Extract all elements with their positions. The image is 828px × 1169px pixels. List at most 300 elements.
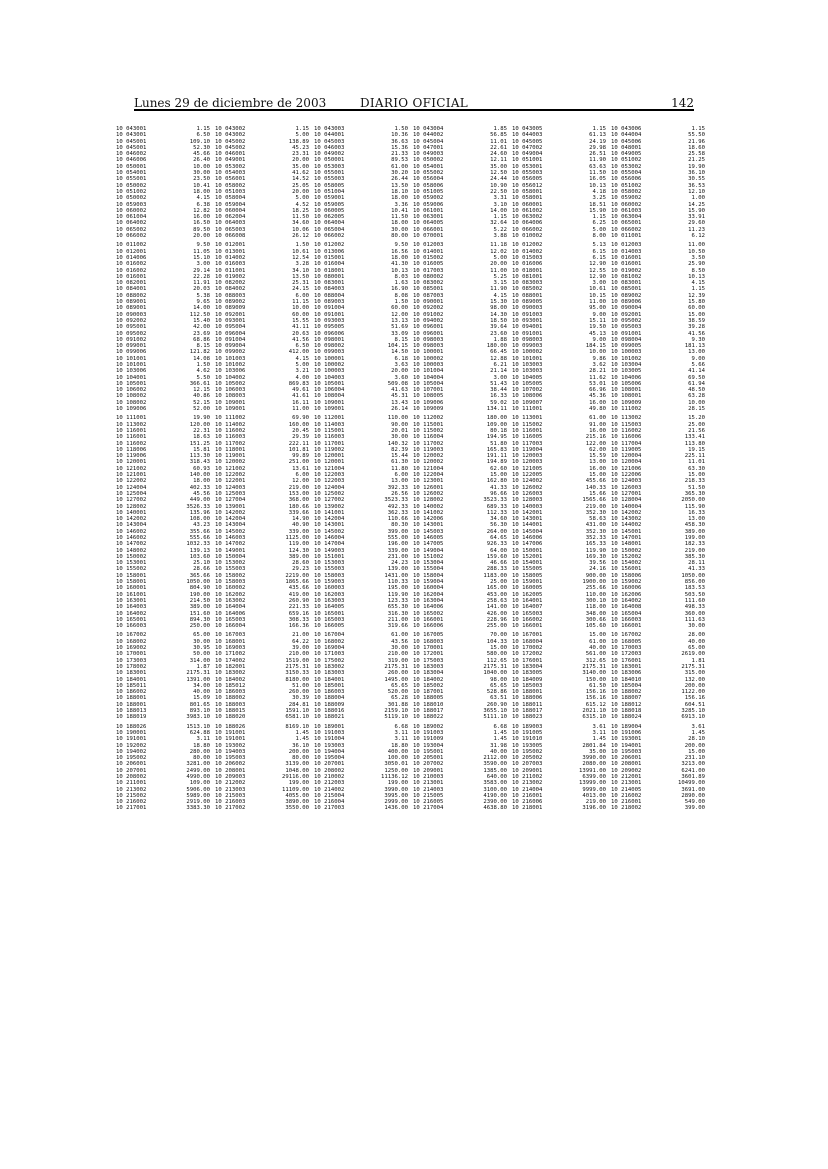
tariff-value: 38.44 (490, 387, 507, 394)
tariff-value: 36.10 (688, 170, 705, 177)
tariff-value: 61.94 (688, 380, 705, 387)
tariff-code: 10 083002 (413, 280, 444, 287)
tariff-value: 19.15 (688, 446, 705, 453)
tariff-code: 10 139002 (314, 503, 345, 510)
tariff-code: 10 122003 (314, 472, 345, 479)
tariff-code: 10 108006 (512, 393, 543, 400)
tariff-value: 165.00 (486, 585, 507, 592)
tariff-code: 10 188022 (413, 714, 444, 721)
tariff-value: 18.25 (292, 207, 309, 214)
tariff-value: 13999.00 (579, 780, 606, 787)
tariff-value: 6.00 (295, 472, 309, 479)
tariff-value: 165.33 (585, 541, 606, 548)
tariff-code: 10 175002 (314, 657, 345, 664)
table-row (413, 805, 511, 811)
tariff-code: 10 043006 (611, 126, 642, 132)
tariff-code: 10 146006 (512, 535, 543, 541)
tariff-code: 10 058002 (215, 182, 246, 189)
tariff-value: 49.80 (589, 406, 606, 413)
tariff-value: 1122.00 (681, 689, 705, 696)
tariff-value: 5906.00 (186, 786, 210, 793)
tariff-value: 24.15 (292, 286, 309, 293)
tariff-code: 10 126002 (413, 490, 444, 497)
tariff-code: 10 125004 (116, 490, 147, 497)
tariff-value: 140.33 (585, 484, 606, 491)
tariff-code: 10 117002 (215, 440, 246, 447)
tariff-code: 10 017003 (413, 267, 444, 274)
tariff-value: 51.80 (490, 440, 507, 447)
tariff-value: 199.00 (684, 535, 705, 541)
tariff-value: 222.11 (288, 440, 309, 447)
tariff-code: 10 056004 (413, 176, 444, 183)
tariff-code: 10 018001 (314, 267, 345, 274)
tariff-value: 30.55 (688, 176, 705, 183)
tariff-code: 10 128002 (116, 503, 147, 510)
tariff-value: 51.69 (391, 324, 408, 331)
tariff-value: 210.00 (288, 651, 309, 658)
tariff-value: 63.28 (688, 393, 705, 400)
tariff-value: 10.50 (688, 248, 705, 255)
tariff-value: 63.30 (688, 465, 705, 472)
tariff-code: 10 146002 (116, 528, 147, 535)
tariff-code: 10 168002 (116, 638, 147, 645)
tariff-value: 580.00 (486, 651, 507, 658)
tariff-code: 10 089002 (611, 292, 642, 299)
tariff-value: 11.01 (688, 459, 705, 466)
tariff-code: 10 096001 (413, 330, 444, 337)
tariff-value: 156.16 (585, 695, 606, 702)
tariff-code: 10 193001 (611, 736, 642, 743)
tariff-value: 24.19 (589, 138, 606, 145)
tariff-code: 10 120001 (314, 459, 345, 466)
tariff-code: 10 093001 (215, 317, 246, 324)
tariff-code: 10 144001 (512, 522, 543, 529)
tariff-code: 10 016002 (116, 261, 147, 268)
tariff-value: 12.15 (193, 387, 210, 394)
tariff-value: 60.93 (193, 465, 210, 472)
tariff-code: 10 119003 (413, 446, 444, 453)
tariff-code: 10 127004 (215, 497, 246, 504)
tariff-value: 509.08 (387, 380, 408, 387)
tariff-code: 10 104006 (611, 374, 642, 381)
tariff-code: 10 117002 (413, 440, 444, 447)
tariff-code: 10 144002 (611, 522, 642, 529)
tariff-value: 3.11 (394, 729, 408, 736)
tariff-value: 41.61 (292, 393, 309, 400)
tariff-code: 10 083001 (611, 280, 642, 287)
tariff-value: 25.00 (688, 421, 705, 428)
tariff-code: 10 126003 (512, 490, 543, 497)
tariff-value: 11.15 (292, 299, 309, 306)
tariff-value: 98.00 (490, 305, 507, 312)
tariff-code: 10 014002 (512, 248, 543, 255)
tariff-value: 20.00 (391, 368, 408, 375)
tariff-code: 10 043002 (215, 132, 246, 139)
tariff-value: 11.90 (589, 157, 606, 164)
tariff-value: 11.50 (589, 170, 606, 177)
tariff-code: 10 206001 (611, 755, 642, 762)
tariff-value: 3691.00 (681, 786, 705, 793)
tariff-code: 10 051002 (611, 182, 642, 189)
tariff-code: 10 159001 (512, 579, 543, 586)
tariff-value: 8.15 (196, 343, 210, 350)
tariff-code: 10 104005 (512, 374, 543, 381)
tariff-code: 10 109006 (116, 406, 147, 413)
tariff-code: 10 216006 (512, 799, 543, 806)
tariff-value: 319.00 (387, 657, 408, 664)
tariff-value: 20.00 (490, 261, 507, 268)
tariff-code: 10 081001 (512, 273, 543, 280)
tariff-value: 123.33 (387, 597, 408, 604)
tariff-value: 181.13 (684, 343, 705, 350)
table-row (512, 623, 610, 629)
tariff-code: 10 095004 (215, 324, 246, 331)
tariff-code: 10 122003 (314, 478, 345, 485)
tariff-value: 1.15 (295, 126, 309, 132)
tariff-code: 10 217004 (413, 805, 444, 812)
tariff-value: 9.00 (592, 336, 606, 343)
tariff-code: 10 208001 (611, 761, 642, 768)
tariff-code: 10 084001 (116, 286, 147, 293)
tariff-code: 10 013006 (314, 248, 345, 255)
tariff-value: 11.18 (490, 242, 507, 249)
tariff-code: 10 050002 (116, 182, 147, 189)
tariff-code: 10 121005 (512, 465, 543, 472)
tariff-code: 10 168004 (512, 638, 543, 645)
tariff-code: 10 059001 (314, 195, 345, 202)
tariff-code: 10 166005 (314, 623, 345, 630)
tariff-code: 10 089003 (314, 299, 345, 306)
tariff-value: 11.23 (688, 226, 705, 233)
tariff-code: 10 147006 (512, 541, 543, 548)
tariff-value: 3.88 (493, 233, 507, 240)
tariff-code: 10 141002 (413, 509, 444, 516)
tariff-value: 180.00 (486, 415, 507, 422)
tariff-value: 348.00 (585, 610, 606, 617)
tariff-value: 56.30 (490, 522, 507, 529)
tariff-code: 10 210003 (413, 773, 444, 780)
tariff-code: 10 148002 (116, 547, 147, 554)
tariff-value: 3.00 (592, 280, 606, 287)
tariff-code: 10 019002 (215, 273, 246, 280)
tariff-code: 10 170001 (116, 651, 147, 658)
tariff-value: 36.10 (292, 742, 309, 749)
tariff-code: 10 153002 (215, 560, 246, 567)
tariff-value: 42.00 (193, 324, 210, 331)
tariff-code: 10 183002 (314, 663, 345, 670)
tariff-value: 3983.10 (186, 714, 210, 721)
tariff-value: 1.15 (691, 126, 705, 132)
tariff-value: 3583.00 (483, 780, 507, 787)
tariff-code: 10 152002 (611, 553, 642, 560)
tariff-code: 10 155003 (314, 566, 345, 573)
tariff-value: 219.00 (288, 484, 309, 491)
tariff-code: 10 185011 (116, 682, 147, 689)
tariff-value: 26.44 (391, 176, 408, 183)
tariff-value: 80.00 (292, 755, 309, 762)
tariff-value: 29.60 (688, 220, 705, 227)
tariff-value: 8180.00 (285, 676, 309, 683)
tariff-value: 1.50 (394, 299, 408, 306)
tariff-value: 104.15 (387, 343, 408, 350)
tariff-code: 10 091001 (314, 311, 345, 318)
tariff-value: 231.10 (684, 755, 705, 762)
tariff-code: 10 085002 (512, 286, 543, 293)
tariff-value: 104.33 (486, 638, 507, 645)
tariff-code: 10 015003 (512, 254, 543, 261)
tariff-code: 10 122002 (215, 472, 246, 479)
tariff-code: 10 103003 (512, 361, 543, 368)
tariff-value: 89.53 (391, 157, 408, 164)
tariff-code: 10 055003 (314, 176, 345, 183)
tariff-value: 893.10 (189, 708, 210, 715)
tariff-code: 10 195003 (215, 755, 246, 762)
tariff-code: 10 122006 (611, 472, 642, 479)
tariff-code: 10 122005 (512, 472, 543, 479)
tariff-code: 10 187001 (413, 689, 444, 696)
tariff-code: 10 091001 (512, 330, 543, 337)
tariff-code: 10 099003 (314, 349, 345, 356)
tariff-value: 118.00 (585, 604, 606, 611)
tariff-code: 10 043004 (413, 126, 444, 132)
tariff-code: 10 147002 (116, 541, 147, 548)
tariff-code: 10 100002 (413, 355, 444, 362)
tariff-code: 10 064006 (512, 220, 543, 227)
tariff-code: 10 108005 (413, 393, 444, 400)
tariff-value: 3.61 (592, 723, 606, 730)
tariff-value: 69.90 (292, 415, 309, 422)
tariff-value: 6315.10 (582, 714, 606, 721)
tariff-code: 10 092001 (611, 311, 642, 318)
tariff-code: 10 123001 (413, 478, 444, 485)
tariff-value: 11.00 (292, 406, 309, 413)
tariff-code: 10 054001 (413, 163, 444, 170)
tariff-value: 16.33 (688, 509, 705, 516)
tariff-code: 10 119005 (611, 446, 642, 453)
tariff-value: 1.50 (394, 126, 408, 132)
tariff-code: 10 048001 (611, 144, 642, 151)
tariff-value: 30.00 (391, 645, 408, 652)
tariff-code: 10 218001 (512, 805, 543, 812)
tariff-value: 389.00 (288, 553, 309, 560)
tariff-value: 182.33 (684, 541, 705, 548)
tariff-code: 10 044004 (611, 132, 642, 139)
tariff-value: 6241.00 (681, 767, 705, 774)
tariff-code: 10 109007 (512, 399, 543, 406)
tariff-code: 10 188003 (215, 701, 246, 708)
tariff-value: 20.45 (292, 427, 309, 434)
tariff-code: 10 101001 (116, 355, 147, 362)
tariff-value: 5119.10 (384, 714, 408, 721)
tariff-value: 5.00 (295, 132, 309, 139)
tariff-code: 10 089009 (215, 305, 246, 312)
tariff-code: 10 143002 (611, 516, 642, 523)
tariff-value: 122.00 (585, 440, 606, 447)
tariff-value: 109.10 (189, 138, 210, 145)
tariff-value: 151.25 (189, 440, 210, 447)
tariff-code: 10 108003 (215, 393, 246, 400)
tariff-code: 10 191006 (611, 729, 642, 736)
tariff-value: 30.00 (391, 226, 408, 233)
tariff-code: 10 127002 (314, 497, 345, 504)
tariff-value: 22.61 (490, 144, 507, 151)
tariff-value: 14.25 (688, 201, 705, 208)
tariff-code: 10 117004 (611, 440, 642, 447)
tariff-value: 18.00 (391, 254, 408, 261)
tariff-code: 10 121001 (116, 472, 147, 479)
tariff-code: 10 122001 (215, 478, 246, 485)
tariff-value: 5111.10 (483, 714, 507, 721)
tariff-code: 10 105001 (314, 380, 345, 387)
tariff-value: 33.09 (391, 330, 408, 337)
tariff-value: 3526.33 (186, 503, 210, 510)
tariff-value: 9999.00 (582, 786, 606, 793)
tariff-code: 10 160002 (215, 585, 246, 592)
tariff-code: 10 109001 (215, 406, 246, 413)
tariff-value: 41.30 (391, 261, 408, 268)
tariff-value: 6.50 (196, 132, 210, 139)
tariff-code: 10 100003 (413, 361, 444, 368)
tariff-value: 10.00 (589, 349, 606, 356)
tariff-code: 10 105005 (512, 380, 543, 387)
tariff-value: 18.60 (688, 144, 705, 151)
tariff-code: 10 043005 (512, 126, 543, 132)
tariff-value: 65.65 (391, 682, 408, 689)
tariff-value: 20.63 (292, 330, 309, 337)
tariff-code: 10 166006 (413, 623, 444, 630)
tariff-value: 124.30 (288, 547, 309, 554)
tariff-code: 10 122004 (413, 472, 444, 479)
tariff-code: 10 150004 (215, 553, 246, 560)
tariff-code: 10 153004 (413, 560, 444, 567)
tariff-value: 2499.00 (186, 767, 210, 774)
tariff-code: 10 016001 (611, 254, 642, 261)
tariff-code: 10 188002 (611, 689, 642, 696)
tariff-code: 10 155005 (512, 566, 543, 573)
tariff-code: 10 162002 (215, 591, 246, 598)
tariff-value: 138.89 (288, 138, 309, 145)
tariff-code: 10 159002 (611, 579, 642, 586)
tariff-code: 10 054003 (215, 170, 246, 177)
tariff-value: 162.80 (486, 478, 507, 485)
tariff-value: 119.90 (585, 547, 606, 554)
tariff-code: 10 108004 (314, 393, 345, 400)
tariff-value: 24.60 (490, 151, 507, 158)
tariff-code: 10 207003 (512, 761, 543, 768)
tariff-code: 10 114003 (314, 421, 345, 428)
tariff-code: 10 099001 (116, 343, 147, 350)
tariff-code: 10 014006 (116, 254, 147, 261)
tariff-value: 368.00 (288, 497, 309, 504)
tariff-value: 426.00 (486, 610, 507, 617)
tariff-value: 10.00 (193, 163, 210, 170)
tariff-code: 10 214003 (413, 786, 444, 793)
tariff-code: 10 116003 (215, 434, 246, 441)
tariff-code: 10 194001 (611, 742, 642, 749)
tariff-value: 3890.00 (285, 799, 309, 806)
tariff-value: 5989.00 (186, 792, 210, 799)
tariff-code: 10 060002 (116, 207, 147, 214)
table-row (116, 623, 214, 629)
tariff-code: 10 114002 (215, 421, 246, 428)
tariff-code: 10 171003 (314, 651, 345, 658)
tariff-value: 41.62 (292, 170, 309, 177)
tariff-code: 10 053003 (314, 163, 345, 170)
tariff-value: 435.66 (288, 585, 309, 592)
tariff-code: 10 188026 (215, 723, 246, 730)
tariff-value: 251.00 (288, 459, 309, 466)
tariff-code: 10 127001 (611, 490, 642, 497)
tariff-code: 10 217003 (314, 805, 345, 812)
tariff-code: 10 163002 (215, 597, 246, 604)
tariff-value: 6.21 (493, 361, 507, 368)
tariff-code: 10 116001 (512, 427, 543, 434)
tariff-code: 10 147001 (611, 535, 642, 541)
tariff-code: 10 191001 (215, 729, 246, 736)
tariff-value: 25.10 (193, 560, 210, 567)
table-row (512, 233, 610, 239)
tariff-code: 10 191003 (314, 729, 345, 736)
tariff-value: 2175.31 (384, 663, 408, 670)
tariff-code: 10 016004 (314, 261, 345, 268)
tariff-code: 10 066001 (413, 226, 444, 233)
tariff-code: 10 096001 (413, 324, 444, 331)
tariff-code: 10 188026 (116, 723, 147, 730)
tariff-code: 10 191010 (512, 736, 543, 743)
tariff-code: 10 099003 (512, 343, 543, 350)
tariff-value: 169.30 (585, 553, 606, 560)
tariff-value: 16.00 (589, 465, 606, 472)
tariff-value: 13.50 (292, 273, 309, 280)
tariff-code: 10 191004 (314, 736, 345, 743)
tariff-value: 43.56 (391, 638, 408, 645)
tariff-code: 10 106003 (215, 387, 246, 394)
tariff-value: 113.30 (189, 453, 210, 460)
tariff-code: 10 124002 (512, 478, 543, 485)
tariff-code: 10 090003 (512, 305, 543, 312)
header-title: DIARIO OFICIAL (359, 96, 469, 110)
tariff-value: 34.60 (292, 220, 309, 227)
tariff-value: 228.96 (486, 616, 507, 623)
tariff-value: 4638.80 (483, 805, 507, 812)
tariff-value: 11.00 (490, 267, 507, 274)
tariff-value: 16.50 (193, 220, 210, 227)
tariff-value: 25.31 (292, 280, 309, 287)
tariff-value: 82.39 (391, 446, 408, 453)
tariff-value: 555.66 (189, 535, 210, 541)
tariff-value: 36.53 (688, 182, 705, 189)
tariff-code: 10 213003 (215, 786, 246, 793)
tariff-value: 29116.00 (282, 773, 309, 780)
tariff-code: 10 207001 (314, 761, 345, 768)
tariff-code: 10 113002 (611, 415, 642, 422)
tariff-code: 10 152001 (512, 553, 543, 560)
tariff-value: 365.66 (189, 572, 210, 579)
tariff-code: 10 156001 (611, 566, 642, 573)
tariff-value: 2801.84 (582, 742, 606, 749)
tariff-value: 25.90 (688, 261, 705, 268)
tariff-code: 10 091003 (512, 311, 543, 318)
tariff-value: 6399.00 (582, 773, 606, 780)
tariff-code: 10 151001 (314, 553, 345, 560)
tariff-code: 10 166003 (611, 616, 642, 623)
tariff-code: 10 146004 (314, 535, 345, 541)
tariff-code: 10 215005 (413, 792, 444, 799)
tariff-code: 10 061001 (413, 207, 444, 214)
tariff-value: 28.10 (688, 736, 705, 743)
tariff-value: 105.60 (585, 623, 606, 630)
tariff-code: 10 108002 (116, 399, 147, 406)
